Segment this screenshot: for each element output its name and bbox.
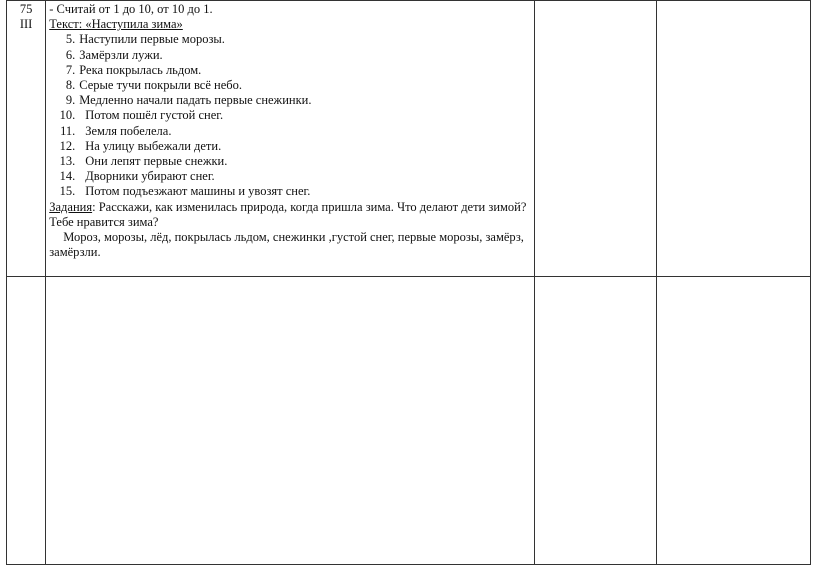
list-item bbox=[49, 169, 530, 184]
list-item bbox=[49, 184, 530, 199]
list-item-text: Замёрзли лужи. bbox=[79, 47, 163, 62]
list-item-text: Медленно начали падать первые снежинки. bbox=[79, 93, 312, 108]
list-item-text: Потом пошёл густой снег. bbox=[85, 108, 224, 123]
list-item-number: 11. bbox=[60, 123, 76, 138]
empty-cell-a bbox=[535, 277, 657, 565]
lesson-table bbox=[6, 0, 811, 565]
empty-number-cell bbox=[7, 277, 46, 565]
empty-cell-b bbox=[657, 277, 811, 565]
list-item-number: 12. bbox=[59, 138, 76, 153]
list-item bbox=[49, 108, 530, 123]
list-item bbox=[49, 154, 530, 169]
list-item-text: Они лепят первые снежки. bbox=[85, 154, 228, 169]
number-cell bbox=[7, 1, 46, 277]
list-item-text: Дворники убирают снег. bbox=[85, 169, 215, 184]
task-label: Задания bbox=[49, 199, 93, 214]
list-item-number: 5. bbox=[65, 32, 76, 47]
list-item-number: 9. bbox=[65, 93, 76, 108]
list-item-number: 7. bbox=[65, 62, 76, 77]
list-item bbox=[49, 93, 530, 108]
table-row bbox=[7, 1, 811, 277]
list-item-text: Река покрылась льдом. bbox=[79, 62, 202, 77]
list-item bbox=[49, 78, 530, 93]
text-label: Текст: bbox=[49, 17, 83, 32]
intro-line: - Считай от 1 до 10, от 10 до 1. bbox=[49, 2, 213, 16]
empty-cell-a bbox=[535, 1, 657, 277]
sentence-list bbox=[49, 32, 530, 199]
task-text: : Расскажи, как изменилась природа, когда пришла зима. Что делают дети зимой? Тебе нравится зима? bbox=[49, 199, 527, 229]
list-item-number: 8. bbox=[65, 78, 76, 93]
list-item bbox=[49, 63, 530, 78]
list-item-number: 13. bbox=[59, 154, 76, 169]
list-item bbox=[49, 48, 530, 63]
empty-cell-b bbox=[657, 1, 811, 277]
task-paragraph bbox=[49, 200, 530, 230]
list-item-text: Серые тучи покрыли всё небо. bbox=[79, 78, 242, 93]
empty-content-cell bbox=[46, 277, 535, 565]
row-roman-number: III bbox=[19, 17, 33, 31]
text-title: «Наступила зима» bbox=[85, 17, 183, 32]
list-item-text: Потом подъезжают машины и увозят снег. bbox=[85, 184, 311, 199]
list-item bbox=[49, 124, 530, 139]
list-item-number: 10. bbox=[59, 108, 76, 123]
vocabulary-paragraph: Мороз, морозы, лёд, покрылась льдом, снежинки ,густой снег, первые морозы, замёрз, замёрзли. bbox=[49, 230, 524, 260]
table-row bbox=[7, 277, 811, 565]
list-item-number: 6. bbox=[65, 47, 76, 62]
row-number: 75 bbox=[19, 2, 33, 16]
list-item-number: 14. bbox=[59, 169, 76, 184]
list-item-text: Земля побелела. bbox=[85, 123, 172, 138]
list-item-text: Наступили первые морозы. bbox=[79, 32, 225, 47]
content-cell bbox=[46, 1, 535, 277]
list-item bbox=[49, 32, 530, 47]
list-item-number: 15. bbox=[59, 184, 76, 199]
list-item-text: На улицу выбежали дети. bbox=[85, 138, 222, 153]
text-heading bbox=[49, 17, 530, 32]
list-item bbox=[49, 139, 530, 154]
